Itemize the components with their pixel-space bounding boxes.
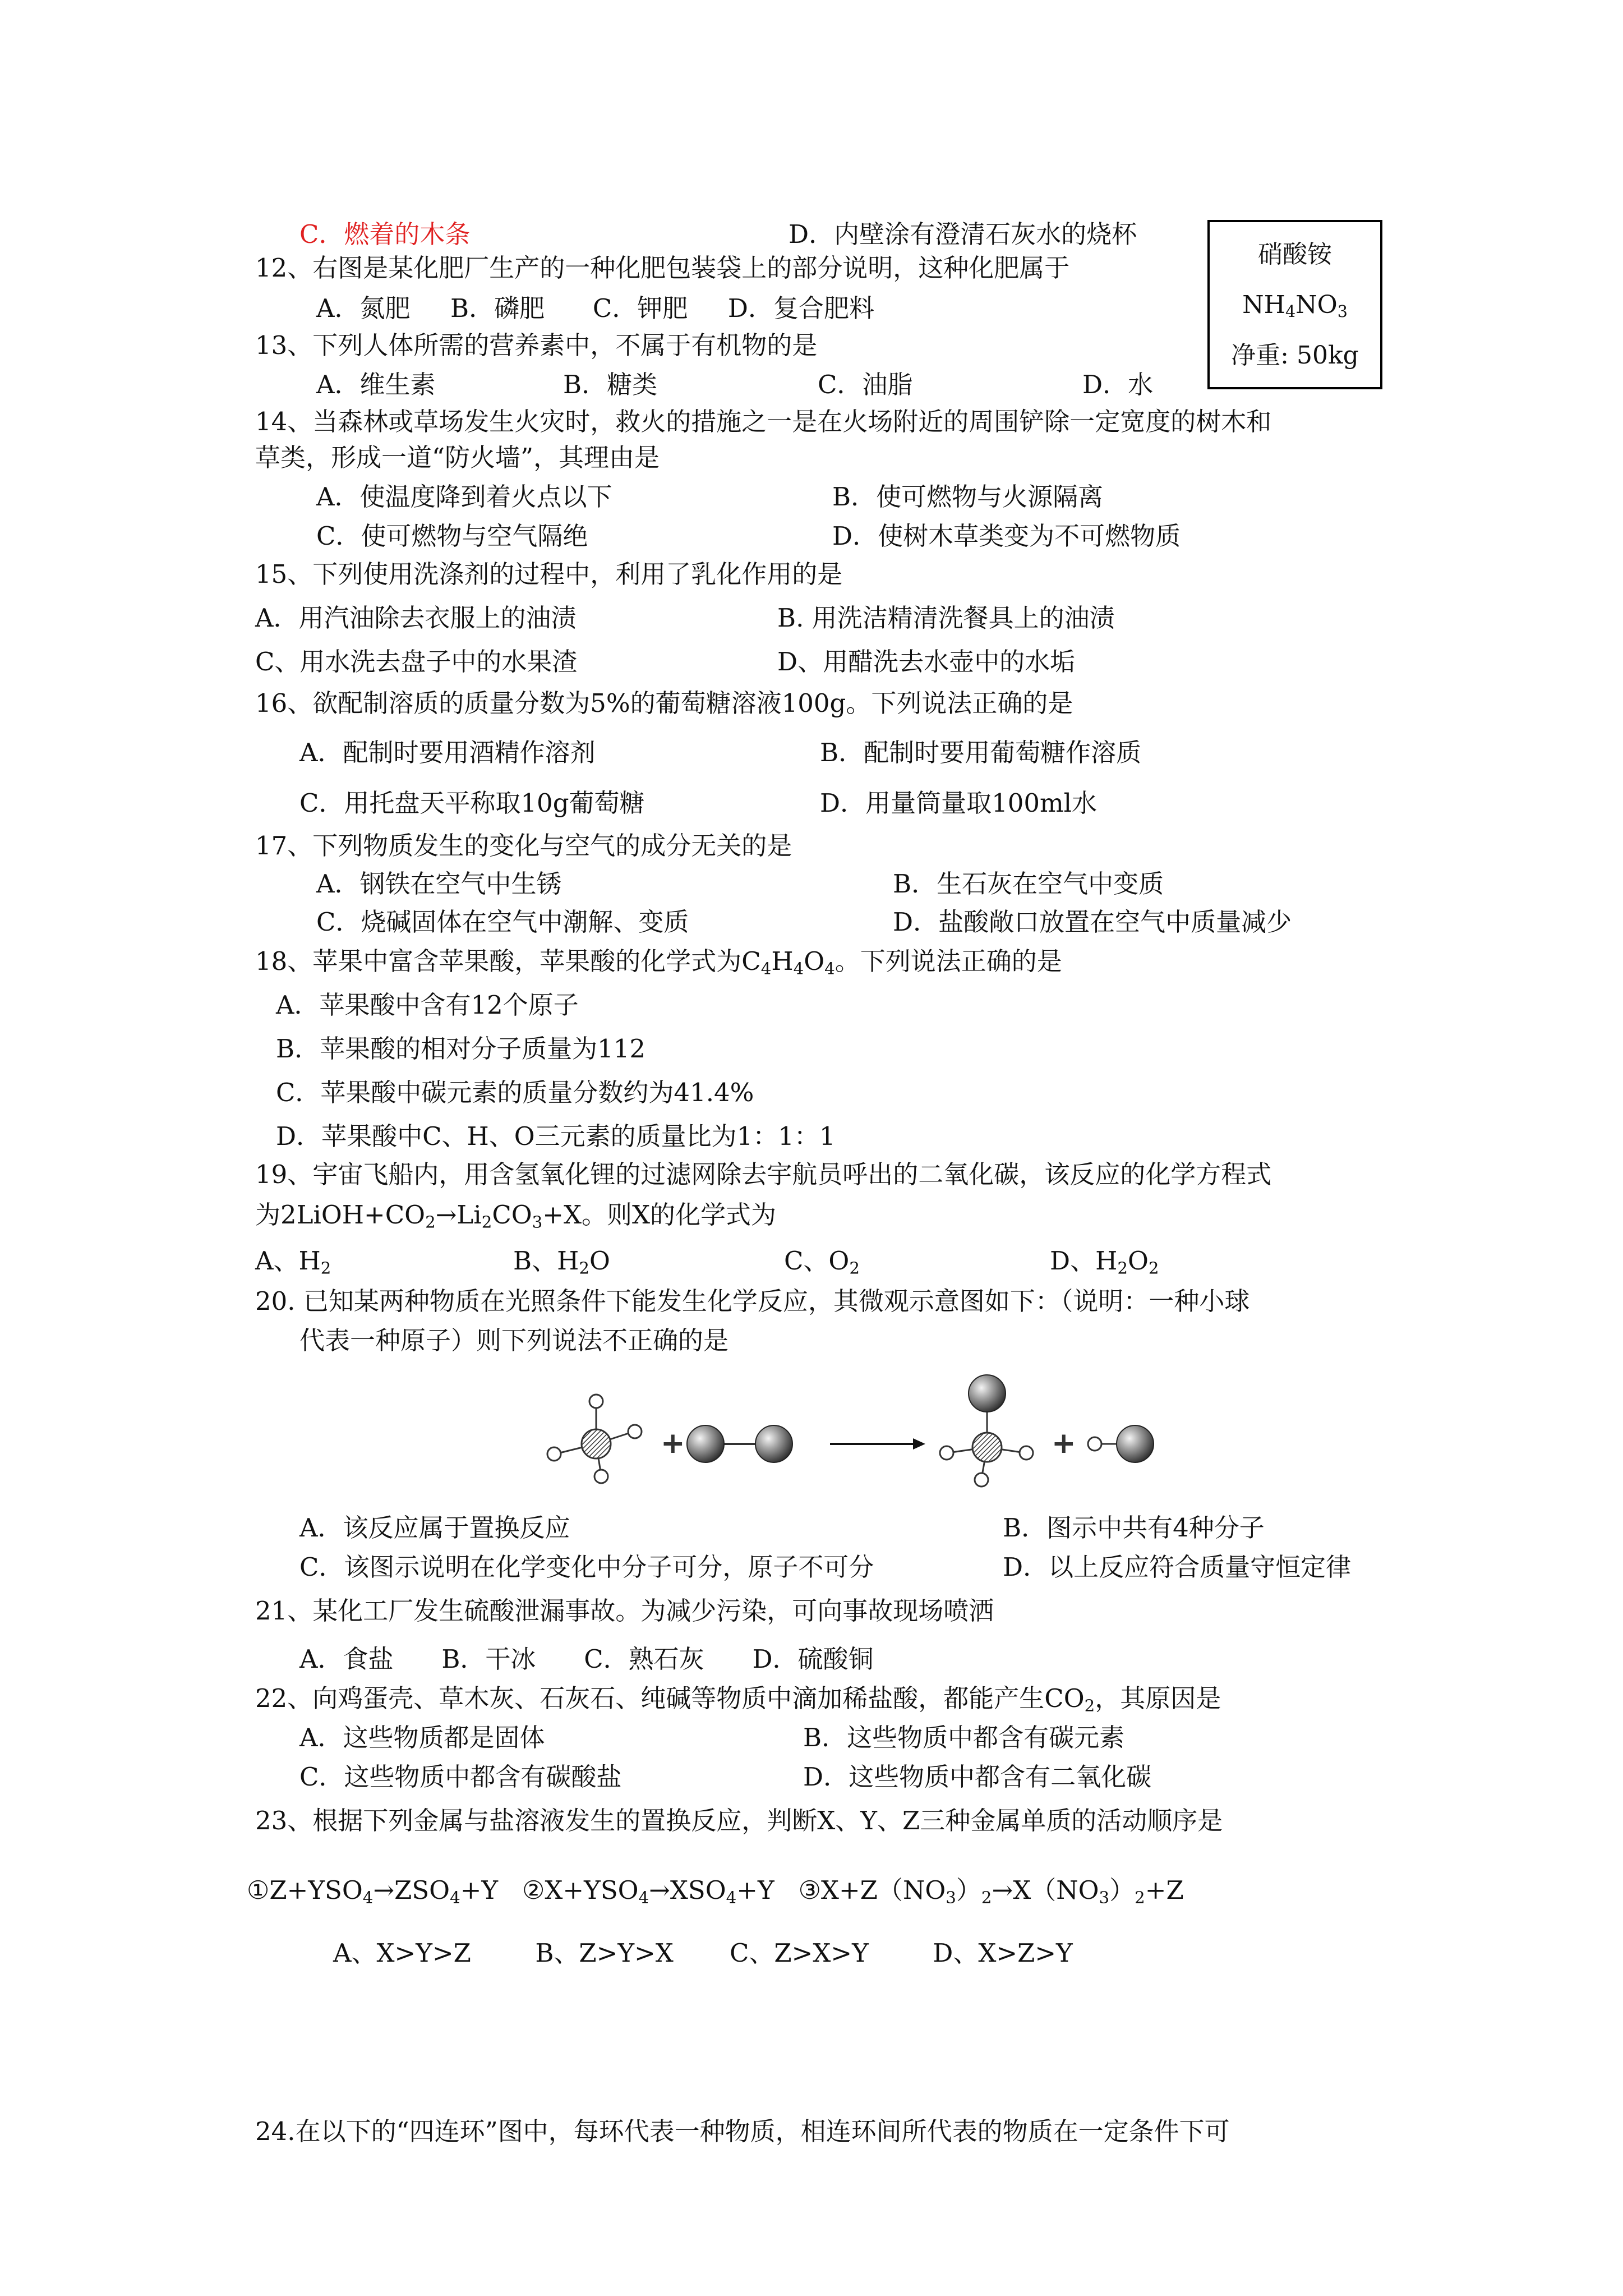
q23-stem: 23、根据下列金属与盐溶液发生的置换反应，判断X、Y、Z三种金属单质的活动顺序是 bbox=[255, 1806, 1223, 1835]
q17-stem: 17、下列物质发生的变化与空气的成分无关的是 bbox=[255, 831, 792, 861]
q16-stem: 16、欲配制溶质的质量分数为5%的葡萄糖溶液100g。下列说法正确的是 bbox=[255, 688, 1073, 718]
q19-stem-2: 为$2LiOH+CO_2\to Li_2CO_3+X$。则X的化学式为 bbox=[255, 1200, 777, 1232]
q12-stem: 12、右图是某化肥厂生产的一种化肥包装袋上的部分说明，这种化肥属于 bbox=[255, 253, 1070, 283]
fertilizer-formula: $NH_4NO_3$ bbox=[1242, 291, 1348, 321]
q16-option-a: A．配制时要用酒精作溶剂 bbox=[299, 738, 596, 767]
q13-option-c: C．油脂 bbox=[818, 370, 913, 399]
fertilizer-weight: 净重: 50kg bbox=[1231, 341, 1359, 370]
q16-option-c: C．用托盘天平称取10g葡萄糖 bbox=[299, 788, 645, 818]
q15-option-a: A．用汽油除去衣服上的油渍 bbox=[255, 603, 577, 633]
q18-option-c: C．苹果酸中碳元素的质量分数约为41.4% bbox=[276, 1078, 754, 1107]
q11-option-d: D．内壁涂有澄清石灰水的烧杯 bbox=[789, 219, 1137, 249]
q14-option-b: B．使可燃物与火源隔离 bbox=[832, 482, 1104, 512]
q14-option-a: A．使温度降到着火点以下 bbox=[316, 482, 612, 512]
q23-equations: $①Z+YSO_4\to ZSO_4+Y$ $②X+YSO_4\to XSO_4+Y$ $③X+Z(NO_3)_2\to X(NO_3)_2+Z$ bbox=[247, 1875, 1184, 1907]
q15-option-c: C、用水洗去盘子中的水果渣 bbox=[255, 647, 578, 677]
q21-options: A．食盐 B．干冰 C．熟石灰 D．硫酸铜 bbox=[299, 1644, 874, 1674]
q12-options: A．氮肥 B．磷肥 C．钾肥 D．复合肥料 bbox=[316, 293, 874, 323]
q15-option-b: B. 用洗洁精清洗餐具上的油渍 bbox=[777, 603, 1115, 633]
q15-option-d: D、用醋洗去水壶中的水垢 bbox=[777, 647, 1076, 677]
q19-option-d: D、$H_2O_2$ bbox=[1050, 1246, 1159, 1278]
reactant-molecule-1 bbox=[547, 1395, 642, 1483]
q13-option-b: B．糖类 bbox=[563, 370, 658, 399]
q20-option-b: B．图示中共有4种分子 bbox=[1003, 1513, 1265, 1543]
fertilizer-label-box bbox=[1207, 220, 1382, 389]
q14-option-c: C．使可燃物与空气隔绝 bbox=[316, 521, 588, 551]
reaction-arrow bbox=[830, 1438, 925, 1450]
q20-stem-1: 20. 已知某两种物质在光照条件下能发生化学反应，其微观示意图如下：（说明：一种小球 bbox=[255, 1286, 1250, 1316]
q22-option-d: D．这些物质中都含有二氧化碳 bbox=[803, 1762, 1152, 1792]
q19-option-c: C、$O_2$ bbox=[784, 1246, 860, 1278]
q19-option-a: A、$H_2$ bbox=[255, 1246, 331, 1278]
q14-stem-1: 14、当森林或草场发生火灾时，救火的措施之一是在火场附近的周围铲除一定宽度的树木和 bbox=[255, 407, 1272, 436]
q19-stem-1: 19、宇宙飞船内，用含氢氧化锂的过滤网除去宇航员呼出的二氧化碳，该反应的化学方程式 bbox=[255, 1159, 1272, 1189]
q18-option-d: D．苹果酸中C、H、O三元素的质量比为1：1：1 bbox=[276, 1121, 836, 1151]
q20-option-c: C．该图示说明在化学变化中分子可分，原子不可分 bbox=[299, 1552, 874, 1582]
q22-option-b: B．这些物质中都含有碳元素 bbox=[803, 1723, 1125, 1752]
q15-stem: 15、下列使用洗涤剂的过程中，利用了乳化作用的是 bbox=[255, 559, 843, 589]
reactant-molecule-2 bbox=[687, 1425, 792, 1462]
q14-stem-2: 草类，形成一道“防火墙”，其理由是 bbox=[255, 443, 660, 472]
q23-options: A、X>Y>Z B、Z>Y>X C、Z>X>Y D、X>Z>Y bbox=[333, 1938, 1073, 1968]
q22-option-c: C．这些物质中都含有碳酸盐 bbox=[299, 1762, 622, 1792]
plus-sign-1: + bbox=[661, 1427, 685, 1460]
product-molecule-2 bbox=[1088, 1425, 1154, 1462]
q13-stem: 13、下列人体所需的营养素中，不属于有机物的是 bbox=[255, 330, 818, 360]
q21-stem: 21、某化工厂发生硫酸泄漏事故。为减少污染，可向事故现场喷洒 bbox=[255, 1596, 994, 1626]
q22-option-a: A．这些物质都是固体 bbox=[299, 1723, 545, 1752]
plus-sign-2: + bbox=[1052, 1427, 1076, 1460]
q19-option-b: B、$H_2O$ bbox=[513, 1246, 610, 1278]
q14-option-d: D．使树木草类变为不可燃物质 bbox=[832, 521, 1181, 551]
fertilizer-name: 硝酸铵 bbox=[1258, 240, 1332, 269]
q22-stem: 22、向鸡蛋壳、草木灰、石灰石、纯碱等物质中滴加稀盐酸，都能产生$CO_2$，其原因是 bbox=[255, 1683, 1221, 1715]
product-molecule-1 bbox=[940, 1375, 1033, 1487]
q17-option-b: B．生石灰在空气中变质 bbox=[893, 869, 1164, 899]
q11-option-c: C．燃着的木条 bbox=[299, 219, 471, 249]
q18-option-a: A．苹果酸中含有12个原子 bbox=[276, 990, 579, 1020]
q17-option-c: C．烧碱固体在空气中潮解、变质 bbox=[316, 907, 689, 937]
q16-option-d: D．用量筒量取100ml水 bbox=[820, 788, 1098, 818]
q20-option-a: A．该反应属于置换反应 bbox=[299, 1513, 570, 1543]
q17-option-a: A．钢铁在空气中生锈 bbox=[316, 869, 562, 899]
q16-option-b: B．配制时要用葡萄糖作溶质 bbox=[820, 738, 1142, 767]
q13-option-a: A．维生素 bbox=[316, 370, 436, 399]
q17-option-d: D．盐酸敞口放置在空气中质量减少 bbox=[893, 907, 1292, 937]
q18-stem: 18、苹果中富含苹果酸，苹果酸的化学式为$C_4H_4O_4$。下列说法正确的是 bbox=[255, 946, 1062, 978]
q24-stem: 24.在以下的“四连环”图中，每环代表一种物质，相连环间所代表的物质在一定条件下可 bbox=[255, 2116, 1230, 2146]
q18-option-b: B．苹果酸的相对分子质量为112 bbox=[276, 1034, 645, 1064]
q13-option-d: D．水 bbox=[1082, 370, 1154, 399]
q20-stem-2: 代表一种原子）则下列说法不正确的是 bbox=[299, 1326, 729, 1355]
q20-option-d: D．以上反应符合质量守恒定律 bbox=[1003, 1552, 1352, 1582]
reaction-diagram bbox=[538, 1369, 1234, 1515]
